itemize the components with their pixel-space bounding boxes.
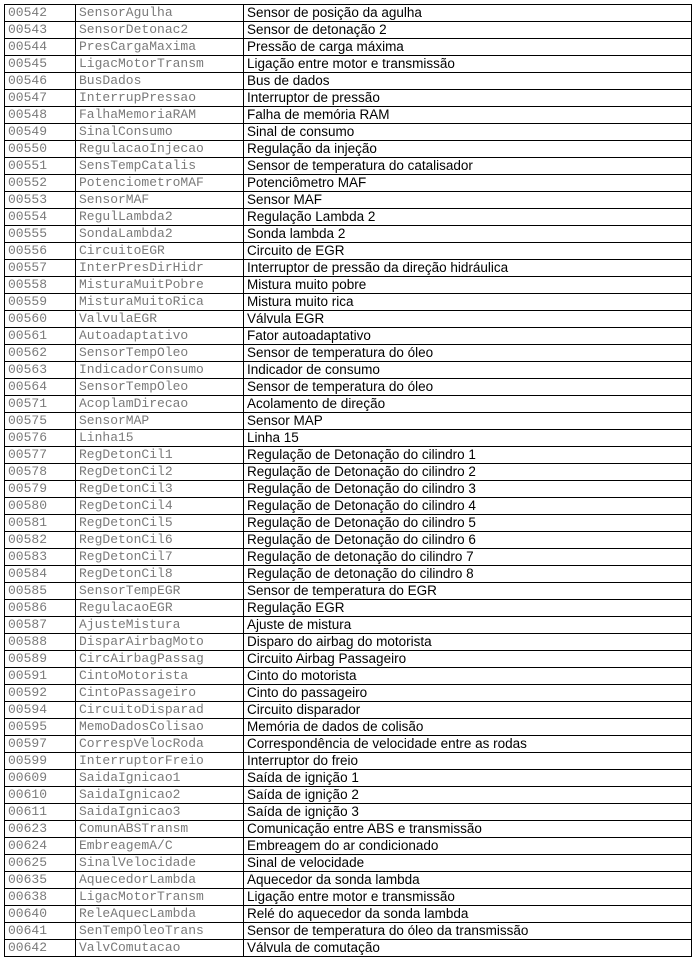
table-row — [5, 753, 692, 770]
code-cell: 00544 — [5, 39, 76, 56]
name-cell: CircuitoEGR — [76, 243, 244, 260]
code-cell: 00557 — [5, 260, 76, 277]
table-row — [5, 260, 692, 277]
table-row — [5, 651, 692, 668]
description-cell: Interruptor de pressão da direção hidráulica — [244, 260, 692, 277]
code-cell: 00594 — [5, 702, 76, 719]
table-row — [5, 5, 692, 22]
name-cell: LigacMotorTransm — [76, 56, 244, 73]
description-cell: Pressão de carga máxima — [244, 39, 692, 56]
name-cell: Autoadaptativo — [76, 328, 244, 345]
code-cell: 00580 — [5, 498, 76, 515]
description-cell: Circuito Airbag Passageiro — [244, 651, 692, 668]
code-cell: 00591 — [5, 668, 76, 685]
name-cell: RegDetonCil3 — [76, 481, 244, 498]
description-cell: Correspondência de velocidade entre as rodas — [244, 736, 692, 753]
name-cell: RegulacaoInjecao — [76, 141, 244, 158]
description-cell: Regulação de detonação do cilindro 8 — [244, 566, 692, 583]
table-row — [5, 685, 692, 702]
table-row — [5, 362, 692, 379]
description-cell: Regulação EGR — [244, 600, 692, 617]
description-cell: Disparo do airbag do motorista — [244, 634, 692, 651]
table-row — [5, 838, 692, 855]
name-cell: SensorAgulha — [76, 5, 244, 22]
code-cell: 00599 — [5, 753, 76, 770]
name-cell: RegDetonCil5 — [76, 515, 244, 532]
name-cell: RegDetonCil8 — [76, 566, 244, 583]
name-cell: RegDetonCil6 — [76, 532, 244, 549]
name-cell: SaidaIgnicao1 — [76, 770, 244, 787]
table-row — [5, 413, 692, 430]
code-cell: 00553 — [5, 192, 76, 209]
table-row — [5, 90, 692, 107]
code-cell: 00583 — [5, 549, 76, 566]
code-cell: 00558 — [5, 277, 76, 294]
description-cell: Sensor de temperatura do catalisador — [244, 158, 692, 175]
description-cell: Válvula EGR — [244, 311, 692, 328]
description-cell: Indicador de consumo — [244, 362, 692, 379]
description-cell: Bus de dados — [244, 73, 692, 90]
description-cell: Cinto do passageiro — [244, 685, 692, 702]
description-cell: Acolamento de direção — [244, 396, 692, 413]
table-row — [5, 192, 692, 209]
description-cell: Mistura muito rica — [244, 294, 692, 311]
code-cell: 00588 — [5, 634, 76, 651]
description-cell: Circuito disparador — [244, 702, 692, 719]
table-row — [5, 345, 692, 362]
description-cell: Linha 15 — [244, 430, 692, 447]
table-row — [5, 736, 692, 753]
table-row — [5, 617, 692, 634]
table-row — [5, 175, 692, 192]
code-cell: 00563 — [5, 362, 76, 379]
table-row — [5, 141, 692, 158]
table-row — [5, 379, 692, 396]
code-cell: 00611 — [5, 804, 76, 821]
description-cell: Saída de ignição 3 — [244, 804, 692, 821]
table-row — [5, 73, 692, 90]
name-cell: SaidaIgnicao2 — [76, 787, 244, 804]
description-cell: Sensor MAF — [244, 192, 692, 209]
description-cell: Comunicação entre ABS e transmissão — [244, 821, 692, 838]
table-row — [5, 787, 692, 804]
name-cell: PresCargaMaxima — [76, 39, 244, 56]
table-row — [5, 719, 692, 736]
code-cell: 00610 — [5, 787, 76, 804]
description-cell: Sensor de detonação 2 — [244, 22, 692, 39]
name-cell: SenTempOleoTrans — [76, 923, 244, 940]
code-cell: 00551 — [5, 158, 76, 175]
code-cell: 00571 — [5, 396, 76, 413]
code-cell: 00641 — [5, 923, 76, 940]
description-cell: Regulação de Detonação do cilindro 5 — [244, 515, 692, 532]
table-row — [5, 821, 692, 838]
code-cell: 00589 — [5, 651, 76, 668]
description-cell: Ajuste de mistura — [244, 617, 692, 634]
code-cell: 00578 — [5, 464, 76, 481]
code-cell: 00576 — [5, 430, 76, 447]
table-row — [5, 396, 692, 413]
table-row — [5, 583, 692, 600]
code-cell: 00550 — [5, 141, 76, 158]
table-row — [5, 447, 692, 464]
name-cell: MisturaMuitPobre — [76, 277, 244, 294]
description-cell: Regulação de Detonação do cilindro 4 — [244, 498, 692, 515]
code-cell: 00625 — [5, 855, 76, 872]
code-cell: 00552 — [5, 175, 76, 192]
code-cell: 00581 — [5, 515, 76, 532]
code-cell: 00575 — [5, 413, 76, 430]
name-cell: InterrupPressao — [76, 90, 244, 107]
name-cell: InterruptorFreio — [76, 753, 244, 770]
name-cell: RegDetonCil1 — [76, 447, 244, 464]
table-row — [5, 906, 692, 923]
name-cell: PotenciometroMAF — [76, 175, 244, 192]
table-row — [5, 209, 692, 226]
description-cell: Cinto do motorista — [244, 668, 692, 685]
description-cell: Relé do aquecedor da sonda lambda — [244, 906, 692, 923]
name-cell: ValvComutacao — [76, 940, 244, 957]
name-cell: SinalVelocidade — [76, 855, 244, 872]
table-row — [5, 22, 692, 39]
description-cell: Ligação entre motor e transmissão — [244, 56, 692, 73]
name-cell: AquecedorLambda — [76, 872, 244, 889]
name-cell: RegDetonCil4 — [76, 498, 244, 515]
description-cell: Circuito de EGR — [244, 243, 692, 260]
table-row — [5, 600, 692, 617]
description-cell: Sensor de temperatura do óleo — [244, 379, 692, 396]
table-row — [5, 923, 692, 940]
name-cell: SensorDetonac2 — [76, 22, 244, 39]
name-cell: FalhaMemoriaRAM — [76, 107, 244, 124]
code-cell: 00592 — [5, 685, 76, 702]
name-cell: SensorMAF — [76, 192, 244, 209]
name-cell: DisparAirbagMoto — [76, 634, 244, 651]
table-row — [5, 770, 692, 787]
description-cell: Regulação de detonação do cilindro 7 — [244, 549, 692, 566]
description-cell: Saída de ignição 2 — [244, 787, 692, 804]
code-cell: 00543 — [5, 22, 76, 39]
name-cell: RegDetonCil7 — [76, 549, 244, 566]
code-cell: 00585 — [5, 583, 76, 600]
code-cell: 00642 — [5, 940, 76, 957]
code-cell: 00635 — [5, 872, 76, 889]
description-cell: Regulação de Detonação do cilindro 1 — [244, 447, 692, 464]
code-cell: 00577 — [5, 447, 76, 464]
code-cell: 00554 — [5, 209, 76, 226]
description-cell: Sensor MAP — [244, 413, 692, 430]
description-cell: Mistura muito pobre — [244, 277, 692, 294]
description-cell: Aquecedor da sonda lambda — [244, 872, 692, 889]
description-cell: Regulação de Detonação do cilindro 3 — [244, 481, 692, 498]
description-cell: Regulação de Detonação do cilindro 6 — [244, 532, 692, 549]
description-cell: Potenciômetro MAF — [244, 175, 692, 192]
description-cell: Sensor de temperatura do EGR — [244, 583, 692, 600]
name-cell: CorrespVelocRoda — [76, 736, 244, 753]
code-cell: 00586 — [5, 600, 76, 617]
table-row — [5, 464, 692, 481]
code-cell: 00624 — [5, 838, 76, 855]
name-cell: ValvulaEGR — [76, 311, 244, 328]
description-cell: Sensor de posição da agulha — [244, 5, 692, 22]
description-cell: Fator autoadaptativo — [244, 328, 692, 345]
table-row — [5, 39, 692, 56]
table-row — [5, 430, 692, 447]
table-row — [5, 107, 692, 124]
code-cell: 00640 — [5, 906, 76, 923]
name-cell: InterPresDirHidr — [76, 260, 244, 277]
name-cell: SaidaIgnicao3 — [76, 804, 244, 821]
code-cell: 00560 — [5, 311, 76, 328]
name-cell: SensTempCatalis — [76, 158, 244, 175]
code-cell: 00555 — [5, 226, 76, 243]
table-row — [5, 311, 692, 328]
description-cell: Memória de dados de colisão — [244, 719, 692, 736]
description-cell: Regulação da injeção — [244, 141, 692, 158]
name-cell: CintoMotorista — [76, 668, 244, 685]
description-cell: Sinal de velocidade — [244, 855, 692, 872]
table-row — [5, 226, 692, 243]
code-cell: 00548 — [5, 107, 76, 124]
name-cell: AjusteMistura — [76, 617, 244, 634]
code-cell: 00564 — [5, 379, 76, 396]
table-row — [5, 549, 692, 566]
name-cell: CircuitoDisparad — [76, 702, 244, 719]
description-cell: Embreagem do ar condicionado — [244, 838, 692, 855]
fault-code-table — [4, 4, 692, 957]
table-row — [5, 940, 692, 957]
fault-code-table-body — [5, 5, 692, 957]
table-row — [5, 515, 692, 532]
code-cell: 00562 — [5, 345, 76, 362]
table-row — [5, 872, 692, 889]
table-row — [5, 277, 692, 294]
table-row — [5, 804, 692, 821]
name-cell: LigacMotorTransm — [76, 889, 244, 906]
description-cell: Interruptor do freio — [244, 753, 692, 770]
code-cell: 00549 — [5, 124, 76, 141]
name-cell: ComunABSTransm — [76, 821, 244, 838]
code-cell: 00546 — [5, 73, 76, 90]
table-row — [5, 294, 692, 311]
code-cell: 00556 — [5, 243, 76, 260]
table-row — [5, 668, 692, 685]
name-cell: SinalConsumo — [76, 124, 244, 141]
name-cell: EmbreagemA/C — [76, 838, 244, 855]
code-cell: 00547 — [5, 90, 76, 107]
code-cell: 00561 — [5, 328, 76, 345]
table-row — [5, 702, 692, 719]
table-row — [5, 243, 692, 260]
description-cell: Válvula de comutação — [244, 940, 692, 957]
name-cell: CircAirbagPassag — [76, 651, 244, 668]
name-cell: RegulLambda2 — [76, 209, 244, 226]
description-cell: Regulação de Detonação do cilindro 2 — [244, 464, 692, 481]
code-cell: 00545 — [5, 56, 76, 73]
name-cell: AcoplamDirecao — [76, 396, 244, 413]
name-cell: SensorTempOleo — [76, 345, 244, 362]
table-row — [5, 158, 692, 175]
name-cell: Linha15 — [76, 430, 244, 447]
name-cell: BusDados — [76, 73, 244, 90]
name-cell: SensorMAP — [76, 413, 244, 430]
name-cell: SensorTempEGR — [76, 583, 244, 600]
name-cell: CintoPassageiro — [76, 685, 244, 702]
name-cell: SondaLambda2 — [76, 226, 244, 243]
code-cell: 00595 — [5, 719, 76, 736]
code-cell: 00597 — [5, 736, 76, 753]
description-cell: Sonda lambda 2 — [244, 226, 692, 243]
description-cell: Regulação Lambda 2 — [244, 209, 692, 226]
code-cell: 00584 — [5, 566, 76, 583]
table-row — [5, 855, 692, 872]
code-cell: 00623 — [5, 821, 76, 838]
code-cell: 00559 — [5, 294, 76, 311]
table-row — [5, 124, 692, 141]
table-row — [5, 634, 692, 651]
code-cell: 00587 — [5, 617, 76, 634]
table-row — [5, 889, 692, 906]
description-cell: Ligação entre motor e transmissão — [244, 889, 692, 906]
description-cell: Sensor de temperatura do óleo da transmissão — [244, 923, 692, 940]
description-cell: Sinal de consumo — [244, 124, 692, 141]
name-cell: RegDetonCil2 — [76, 464, 244, 481]
description-cell: Falha de memória RAM — [244, 107, 692, 124]
code-cell: 00579 — [5, 481, 76, 498]
description-cell: Saída de ignição 1 — [244, 770, 692, 787]
name-cell: RegulacaoEGR — [76, 600, 244, 617]
table-row — [5, 498, 692, 515]
name-cell: ReleAquecLambda — [76, 906, 244, 923]
name-cell: MisturaMuitoRica — [76, 294, 244, 311]
table-row — [5, 481, 692, 498]
name-cell: IndicadorConsumo — [76, 362, 244, 379]
table-row — [5, 566, 692, 583]
code-cell: 00542 — [5, 5, 76, 22]
table-row — [5, 56, 692, 73]
table-row — [5, 328, 692, 345]
name-cell: MemoDadosColisao — [76, 719, 244, 736]
code-cell: 00582 — [5, 532, 76, 549]
code-cell: 00609 — [5, 770, 76, 787]
code-cell: 00638 — [5, 889, 76, 906]
description-cell: Interruptor de pressão — [244, 90, 692, 107]
table-row — [5, 532, 692, 549]
name-cell: SensorTempOleo — [76, 379, 244, 396]
description-cell: Sensor de temperatura do óleo — [244, 345, 692, 362]
